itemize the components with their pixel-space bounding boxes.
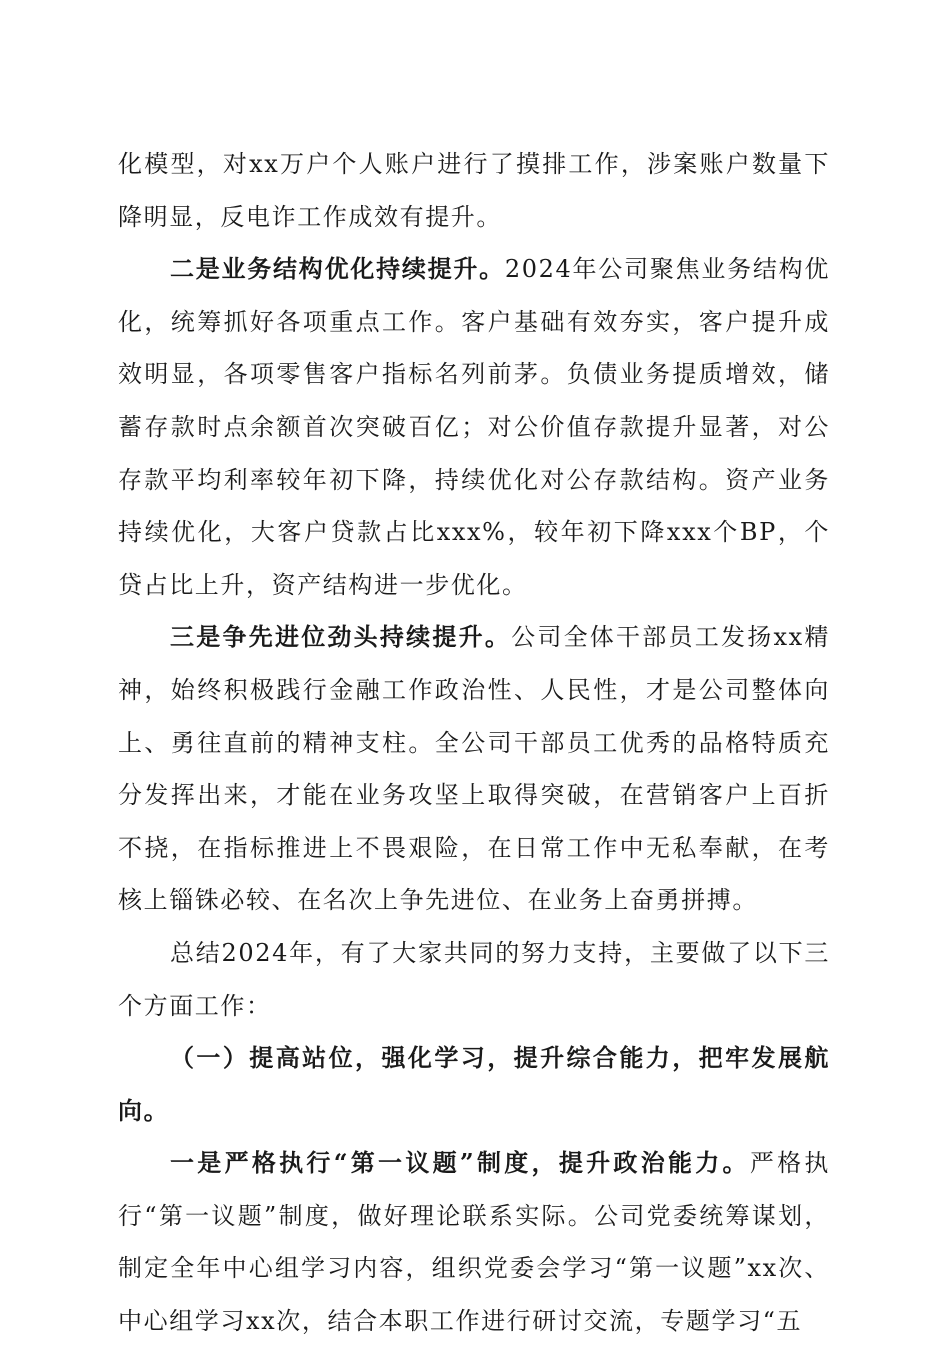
paragraph-text: 2024年公司聚焦业务结构优化，统筹抓好各项重点工作。客户基础有效夯实，客户提升成效明显，各项零售客户指标名列前茅。负债业务提质增效，储蓄存款时点余额首次突破百亿；对公价值存款提升显著，对公存款平均利率较年初下降，持续优化对公存款结构。资产业务持续优化，大客户贷款占比xxx%，较年初下降xxx个BP，个贷占比上升，资产结构进一步优化。 — [118, 255, 830, 599]
paragraph-lead: 一是严格执行“第一议题”制度，提升政治能力。 — [170, 1148, 750, 1178]
section-heading-text: （一）提高站位，强化学习，提升综合能力，把牢发展航向。 — [118, 1043, 830, 1125]
paragraph-summary — [118, 927, 830, 1032]
paragraph-text: 严格执行“第一议题”制度，做好理论联系实际。公司党委统筹谋划，制定全年中心组学习内容，组织党委会学习“第一议题”xx次、中心组学习xx次，结合本职工作进行研讨交流，专题学习“五 — [118, 1149, 830, 1336]
paragraph-lead: 三是争先进位劲头持续提升。 — [170, 622, 512, 652]
paragraph-first-agenda — [118, 1137, 830, 1347]
paragraph-business-structure — [118, 243, 830, 611]
paragraph-lead: 二是业务结构优化持续提升。 — [170, 254, 505, 284]
paragraph-continuation — [118, 138, 830, 243]
paragraph-text: 总结2024年，有了大家共同的努力支持，主要做了以下三个方面工作： — [118, 938, 830, 1020]
paragraph-competitive-drive — [118, 611, 830, 927]
paragraph-text: 化模型，对xx万户个人账户进行了摸排工作，涉案账户数量下降明显，反电诈工作成效有提升。 — [118, 150, 830, 231]
section-heading-1 — [118, 1032, 830, 1137]
paragraph-text: 公司全体干部员工发扬xx精神，始终积极践行金融工作政治性、人民性，才是公司整体向上、勇往直前的精神支柱。全公司干部员工优秀的品格特质充分发挥出来，才能在业务攻坚上取得突破，在营销客户上百折不挠，在指标推进上不畏艰险，在日常工作中无私奉献，在考核上锱铢必较、在名次上争先进位、在业务上奋勇拼搏。 — [118, 623, 830, 915]
document-body — [118, 138, 830, 1348]
